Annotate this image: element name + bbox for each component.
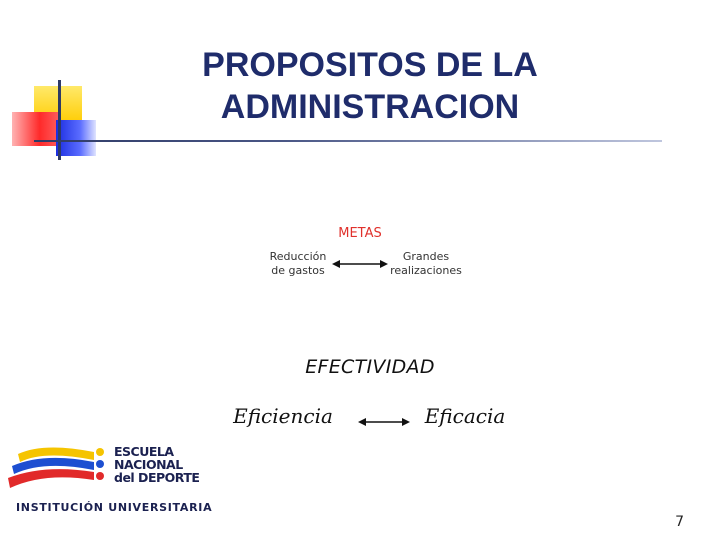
logo-stripes-icon xyxy=(4,440,114,500)
logo-institution: INSTITUCIÓN UNIVERSITARIA xyxy=(16,501,213,514)
metas-label: METAS xyxy=(338,226,382,241)
school-logo xyxy=(4,440,224,520)
efectividad-heading: EFECTIVIDAD xyxy=(305,356,435,378)
decor-vertical-line xyxy=(58,80,61,160)
eficacia-label: Eficacia xyxy=(424,404,506,428)
slide-title xyxy=(170,44,570,128)
logo-name xyxy=(114,445,199,484)
logo-name-line-3: del DEPORTE xyxy=(114,470,200,485)
grandes-line-1: Grandes xyxy=(402,250,450,263)
reduccion-line-2: de gastos xyxy=(271,264,325,277)
decor-blue-square xyxy=(56,120,96,156)
grandes-line-2: realizaciones xyxy=(390,264,462,277)
title-underline xyxy=(34,140,662,142)
reduccion-line-1: Reducción xyxy=(269,250,327,263)
logo-name-line-1: ESCUELA xyxy=(114,444,174,459)
page-number: 7 xyxy=(675,514,684,530)
title-line-2: ADMINISTRACION xyxy=(220,88,520,126)
eficiencia-label: Eficiencia xyxy=(233,404,333,428)
grandes-realizaciones-label xyxy=(380,250,472,278)
reduccion-gastos-label xyxy=(255,250,341,278)
title-line-1: PROPOSITOS DE LA xyxy=(202,46,538,84)
logo-name-line-2: NACIONAL xyxy=(114,457,183,472)
double-arrow-icon xyxy=(358,416,410,428)
